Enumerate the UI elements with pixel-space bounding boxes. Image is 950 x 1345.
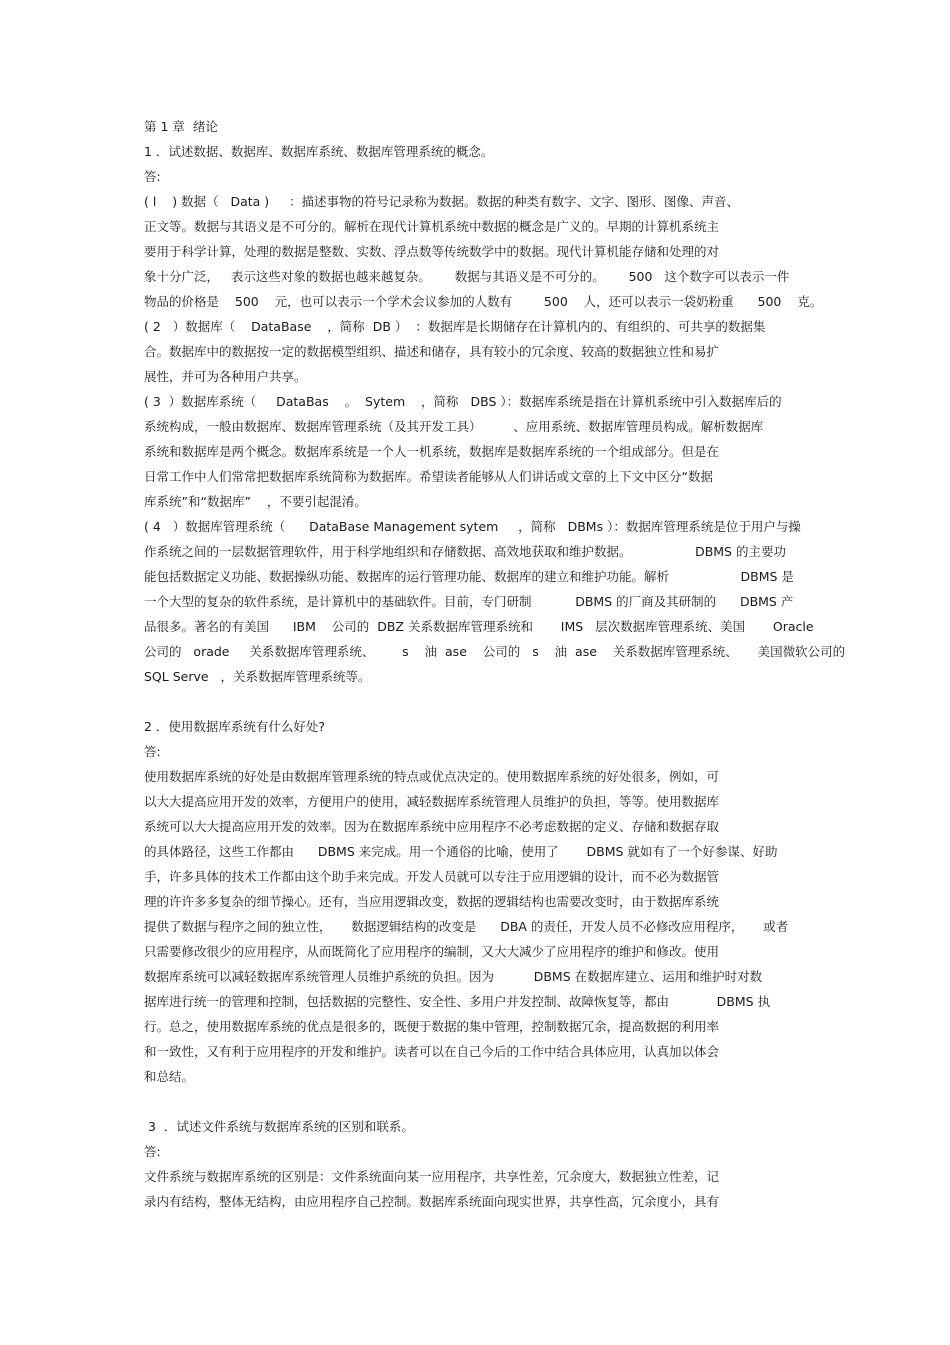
text-line: 提供了数据与程序之间的独立性， 数据逻辑结构的改变是 DBA 的责任，开发人员不必修改应用程序， 或者 bbox=[144, 919, 789, 934]
text-line: 和总结。 bbox=[144, 1069, 195, 1084]
text-line: 使用数据库系统的好处是由数据库管理系统的特点或优点决定的。使用数据库系统的好处很多，例如，可 bbox=[144, 769, 720, 784]
text-line: 的具体路径，这些工作都由 DBMS 来完成。用一个通俗的比喻，使用了 DBMS 就如有了一个好参谋、好助 bbox=[144, 844, 778, 859]
text-line: 据库进行统一的管理和控制，包括数据的完整性、安全性、多用户并发控制、故障恢复等，都由 DBMS 执 bbox=[144, 994, 771, 1009]
text-line: 数据库系统可以减轻数据库系统管理人员维护系统的负担。因为 DBMS 在数据库建立、运用和维护时对数 bbox=[144, 969, 763, 984]
text-line: 系统构成，一般由数据库、数据库管理系统（及其开发工具） 、应用系统、数据库管理员构成。解析数据库 bbox=[144, 419, 764, 434]
answer-label: 答: bbox=[144, 169, 161, 184]
text-line: 能包括数据定义功能、数据操纵功能、数据库的运行管理功能、数据库的建立和维护功能。解析 DBMS 是 bbox=[144, 569, 794, 584]
question-2: 2 ．使用数据库系统有什么好处? bbox=[144, 719, 326, 734]
text-line: ( 3 ）数据库系统（ DataBas 。 Sytem ，简称 DBS ）：数据库系统是指在计算机系统中引入数据库后的 bbox=[144, 394, 782, 409]
text-line: 品很多。著名的有美国 IBM 公司的 DBZ 关系数据库管理系统和 IMS 层次数据库管理系统、美国 Oracle bbox=[144, 619, 814, 634]
text-line: 手，许多具体的技术工作都由这个助手来完成。开发人员就可以专注于应用逻辑的设计，而不必为数据管 bbox=[144, 869, 720, 884]
question-3: 3 ．试述文件系统与数据库系统的区别和联系。 bbox=[144, 1119, 414, 1134]
text-line: 合。数据库中的数据按一定的数据模型组织、描述和储存，具有较小的冗余度、较高的数据独立性和易扩 bbox=[144, 344, 720, 359]
text-line: 理的许许多多复杂的细节操心。还有，当应用逻辑改变，数据的逻辑结构也需要改变时，由于数据库系统 bbox=[144, 894, 720, 909]
answer-label: 答: bbox=[144, 744, 161, 759]
text-line: 和一致性，又有利于应用程序的开发和维护。读者可以在自己今后的工作中结合具体应用，认真加以体会 bbox=[144, 1044, 720, 1059]
text-line: 录内有结构，整体无结构，由应用程序自己控制。数据库系统面向现实世界，共享性高，冗余度小，具有 bbox=[144, 1194, 720, 1209]
text-line: 展性，并可为各种用户共享。 bbox=[144, 369, 307, 384]
answer-label: 答: bbox=[144, 1144, 161, 1159]
text-line: 一个大型的复杂的软件系统，是计算机中的基础软件。目前，专门研制 DBMS 的厂商及其研制的 DBMS 产 bbox=[144, 594, 794, 609]
text-line: 公司的 orade 关系数据库管理系统、 s 油 ase 公司的 s 油 ase 关系数据库管理系统、 美国微软公司的 bbox=[144, 644, 846, 659]
text-line: 要用于科学计算，处理的数据是整数、实数、浮点数等传统数学中的数据。现代计算机能存储和处理的对 bbox=[144, 244, 720, 259]
text-line: 作系统之间的一层数据管理软件，用于科学地组织和存储数据、高效地获取和维护数据。 DBMS 的主要功 bbox=[144, 544, 786, 559]
text-line: 库系统”和“数据库” ，不要引起混淆。 bbox=[144, 494, 367, 509]
text-line: SQL Serve ，关系数据库管理系统等。 bbox=[144, 669, 371, 684]
question-1: 1 ．试述数据、数据库、数据库系统、数据库管理系统的概念。 bbox=[144, 144, 494, 159]
text-line: 象十分广泛， 表示这些对象的数据也越来越复杂。 数据与其语义是不可分的。 500 这个数字可以表示一件 bbox=[144, 269, 790, 284]
text-line: 系统可以大大提高应用开发的效率。因为在数据库系统中应用程序不必考虑数据的定义、存储和数据存取 bbox=[144, 819, 720, 834]
text-line: 正文等。数据与其语义是不可分的。解析在现代计算机系统中数据的概念是广义的。早期的计算机系统主 bbox=[144, 219, 720, 234]
chapter-title: 第 1 章 绪论 bbox=[144, 119, 218, 134]
text-line: ( l ) 数据（ Data ) ：描述事物的符号记录称为数据。数据的种类有数字、文字、图形、图像、声音、 bbox=[144, 194, 740, 209]
text-line: 物品的价格是 500 元，也可以表示一个学术会议参加的人数有 500 人，还可以表示一袋奶粉重 500 克。 bbox=[144, 294, 823, 309]
text-line: 只需要修改很少的应用程序，从而既简化了应用程序的编制，又大大减少了应用程序的维护和修改。使用 bbox=[144, 944, 720, 959]
text-line: 以大大提高应用开发的效率，方便用户的使用，减轻数据库系统管理人员维护的负担，等等。使用数据库 bbox=[144, 794, 720, 809]
text-line: 日常工作中人们常常把数据库系统简称为数据库。希望读者能够从人们讲话或文章的上下文中区分“数据 bbox=[144, 469, 713, 484]
text-line: ( 2 ）数据库（ DataBase ，简称 DB ） ：数据库是长期储存在计算机内的、有组织的、可共享的数据集 bbox=[144, 319, 766, 334]
text-line: 行。总之，使用数据库系统的优点是很多的，既便于数据的集中管理，控制数据冗余，提高数据的利用率 bbox=[144, 1019, 720, 1034]
text-line: ( 4 ）数据库管理系统（ DataBase Management sytem ，简称 DBMs ）：数据库管理系统是位于用户与操 bbox=[144, 519, 801, 534]
text-line: 文件系统与数据库系统的区别是：文件系统面向某一应用程序，共享性差，冗余度大，数据独立性差，记 bbox=[144, 1169, 720, 1184]
text-line: 系统和数据库是两个概念。数据库系统是一个人一机系统，数据库是数据库系统的一个组成部分。但是在 bbox=[144, 444, 720, 459]
